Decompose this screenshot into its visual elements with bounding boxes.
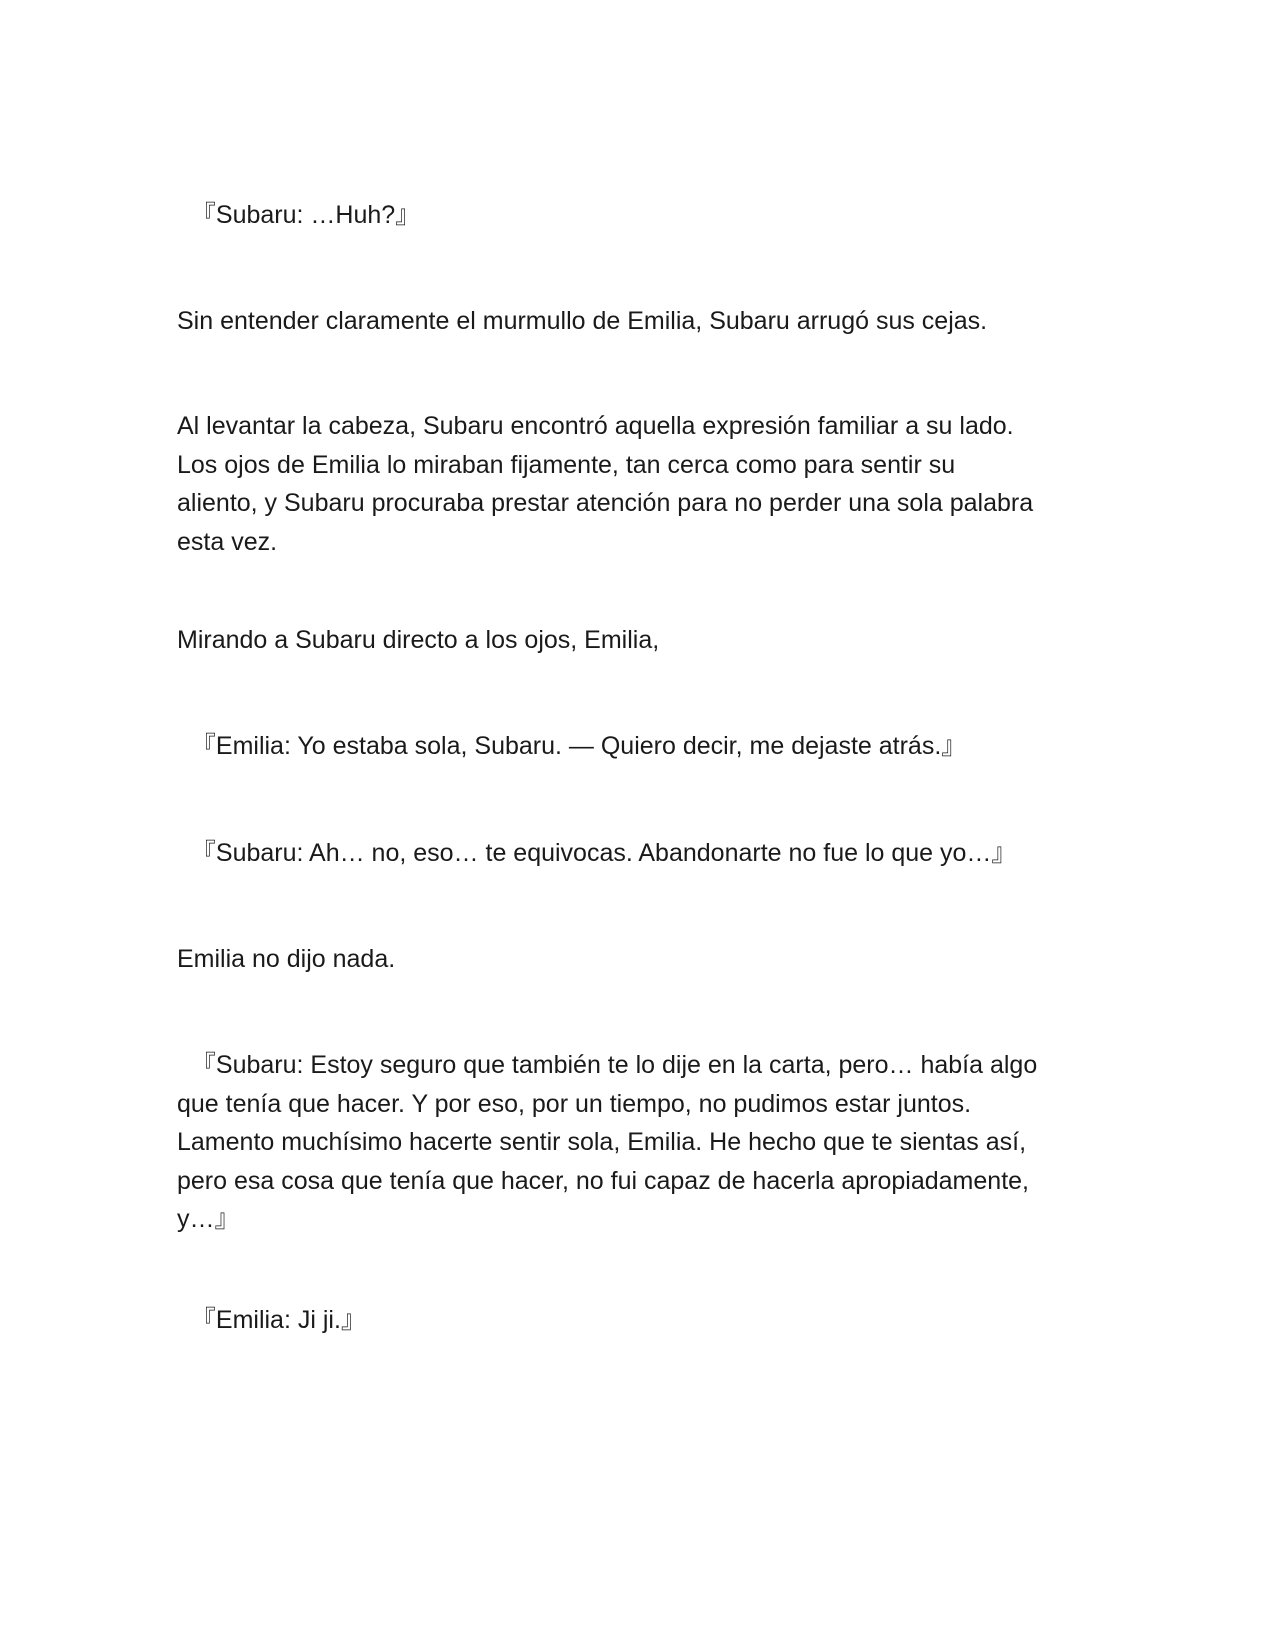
text-line: Emilia no dijo nada. (177, 945, 396, 973)
dialogue-paragraph (177, 1301, 1097, 1340)
narration-paragraph (177, 407, 1097, 561)
text-line: Lamento muchísimo hacerte sentir sola, Emilia. He hecho que te sientas así, (177, 1128, 1027, 1156)
text-line: que tenía que hacer. Y por eso, por un tiempo, no pudimos estar juntos. (177, 1089, 972, 1118)
text-line: Mirando a Subaru directo a los ojos, Emilia, (177, 626, 660, 654)
text-line: 『Emilia: Ji ji.』 (177, 1306, 366, 1334)
dialogue-paragraph (177, 1046, 1097, 1239)
text-line: Sin entender claramente el murmullo de Emilia, Subaru arrugó sus cejas. (177, 307, 988, 335)
text-line: aliento, y Subaru procuraba prestar atención para no perder una sola palabra (177, 489, 1034, 517)
text-line: 『Subaru: …Huh?』 (177, 201, 421, 229)
narration-paragraph (177, 940, 1097, 979)
text-line: pero esa cosa que tenía que hacer, no fui capaz de hacerla apropiadamente, (177, 1166, 1029, 1195)
text-line: Al levantar la cabeza, Subaru encontró aquella expresión familiar a su lado. (177, 412, 1014, 440)
dialogue-paragraph (177, 834, 1097, 873)
text-line: 『Emilia: Yo estaba sola, Subaru. — Quiero decir, me dejaste atrás.』 (177, 732, 967, 760)
narration-paragraph (177, 302, 1097, 341)
text-line: 『Subaru: Estoy seguro que también te lo dije en la carta, pero… había algo (177, 1051, 1038, 1079)
narration-paragraph (177, 621, 1097, 660)
dialogue-paragraph (177, 196, 1097, 235)
text-line: esta vez. (177, 527, 278, 556)
text-line: Los ojos de Emilia lo miraban fijamente, tan cerca como para sentir su (177, 450, 956, 479)
text-line: 『Subaru: Ah… no, eso… te equivocas. Abandonarte no fue lo que yo…』 (177, 839, 1017, 867)
dialogue-paragraph (177, 727, 1097, 766)
text-line: y…』 (177, 1205, 240, 1233)
